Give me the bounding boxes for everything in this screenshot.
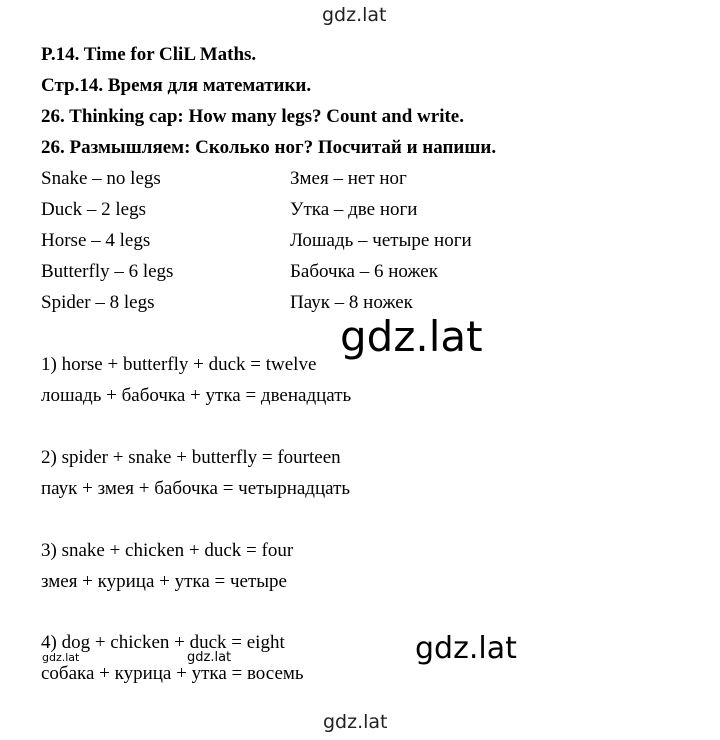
answer-ru: змея + курица + утка = четыре (41, 571, 287, 592)
legs-item-ru: Бабочка – 6 ножек (290, 261, 438, 282)
legs-item-en: Butterfly – 6 legs (41, 261, 174, 282)
legs-item-en: Horse – 4 legs (41, 230, 151, 251)
watermark-tiny-center: gdz.lat (187, 650, 232, 665)
page-heading-ru: Стр.14. Время для математики. (41, 75, 312, 96)
watermark-bottom: gdz.lat (323, 711, 388, 733)
legs-item-en: Spider – 8 legs (41, 292, 155, 313)
watermark-right: gdz.lat (415, 631, 517, 666)
legs-item-en: Duck – 2 legs (41, 199, 147, 220)
answer-en: 3) snake + chicken + duck = four (41, 540, 294, 561)
answer-en: 2) spider + snake + butterfly = fourteen (41, 447, 341, 468)
task-heading-en: 26. Thinking cap: How many legs? Count and write. (41, 106, 464, 127)
legs-item-ru: Паук – 8 ножек (290, 292, 413, 313)
legs-item-en: Snake – no legs (41, 168, 161, 189)
answer-ru: собака + курица + утка = восемь (41, 663, 304, 684)
watermark-tiny-left: gdz.lat (42, 651, 80, 664)
legs-item-ru: Утка – две ноги (290, 199, 418, 220)
answer-en: 4) dog + chicken + duck = eight (41, 632, 285, 653)
legs-item-ru: Лошадь – четыре ноги (290, 230, 472, 251)
answer-ru: лошадь + бабочка + утка = двенадцать (41, 385, 352, 406)
watermark-middle: gdz.lat (340, 312, 483, 361)
answer-ru: паук + змея + бабочка = четырнадцать (41, 478, 351, 499)
task-heading-ru: 26. Размышляем: Сколько ног? Посчитай и напиши. (41, 137, 497, 158)
watermark-top: gdz.lat (322, 4, 387, 26)
page-heading-en: P.14. Time for CliL Maths. (41, 44, 257, 65)
legs-item-ru: Змея – нет ног (290, 168, 407, 189)
answer-en: 1) horse + butterfly + duck = twelve (41, 354, 317, 375)
